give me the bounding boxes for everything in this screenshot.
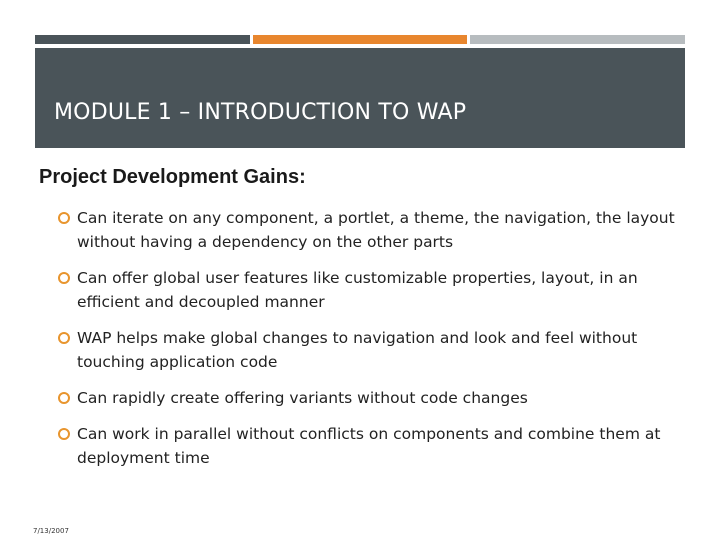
accent-bar-dark (35, 35, 250, 44)
accent-bar-gray (470, 35, 685, 44)
section-subtitle: Project Development Gains: (39, 166, 306, 188)
circle-bullet-icon (58, 428, 70, 440)
title-band (35, 48, 685, 148)
bullet-text: Can rapidly create offering variants without code changes (77, 389, 528, 407)
footer-date: 7/13/2007 (33, 527, 69, 535)
bullet-item (58, 386, 678, 410)
bullet-item (58, 266, 678, 314)
circle-bullet-icon (58, 392, 70, 404)
bullet-item (58, 206, 678, 254)
circle-bullet-icon (58, 212, 70, 224)
accent-bar-orange (253, 35, 467, 44)
bullet-text: WAP helps make global changes to navigation and look and feel without touching application code (77, 329, 638, 371)
slide-title: MODULE 1 – INTRODUCTION TO WAP (54, 100, 467, 125)
bullet-item (58, 326, 678, 374)
bullet-list (58, 206, 678, 470)
bullet-text: Can work in parallel without conflicts on components and combine them at deployment time (77, 425, 661, 467)
bullet-text: Can offer global user features like customizable properties, layout, in an efficient and decoupled manner (77, 269, 638, 311)
circle-bullet-icon (58, 272, 70, 284)
bullet-item (58, 422, 678, 470)
bullet-text: Can iterate on any component, a portlet, a theme, the navigation, the layout without having a dependency on the other parts (77, 209, 675, 251)
circle-bullet-icon (58, 332, 70, 344)
